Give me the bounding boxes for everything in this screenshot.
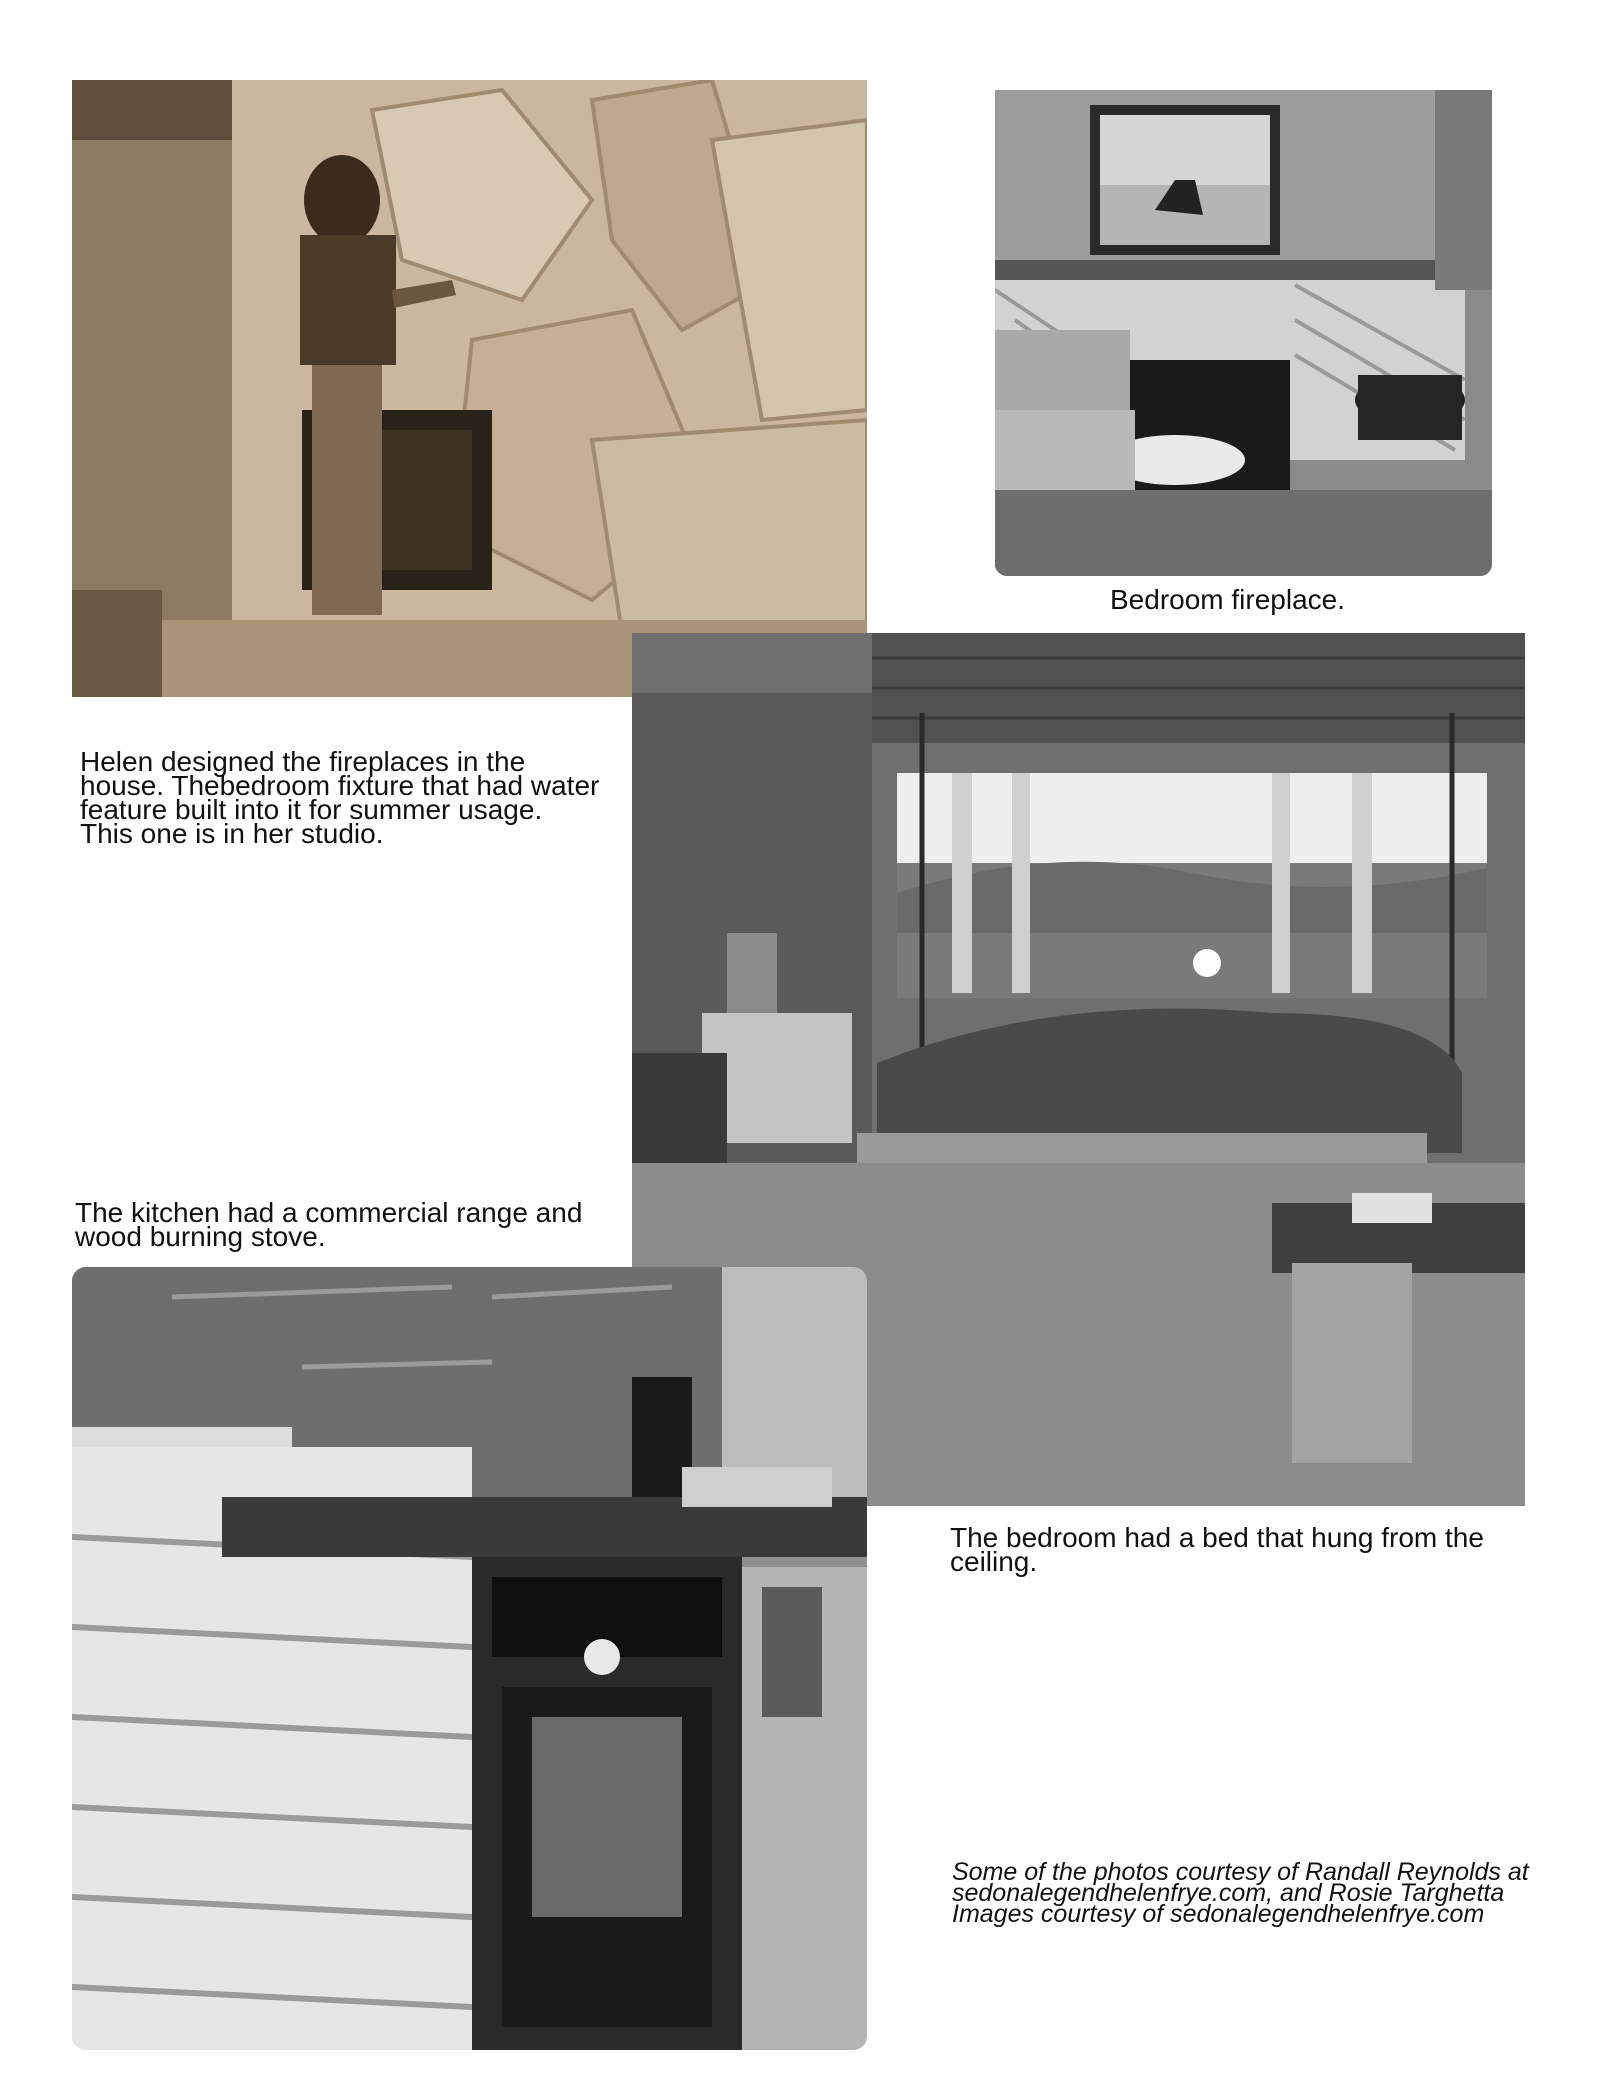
bedroom-fireplace-photo — [995, 90, 1492, 576]
bedroom-fireplace-caption: Bedroom fireplace. — [1110, 584, 1346, 615]
kitchen-range-image — [72, 1267, 867, 2050]
studio-fireplace-image — [72, 80, 867, 697]
fireplaces-caption: Helen designed the fireplaces in the house. Thebedroom fixture that had water feature built into it for summer usage. This one is in her studio. — [80, 746, 600, 849]
studio-fireplace-photo — [72, 80, 867, 697]
hanging-bed-caption: The bedroom had a bed that hung from the ceiling. — [950, 1522, 1484, 1577]
bedroom-fireplace-image — [995, 90, 1492, 576]
kitchen-range-photo — [72, 1267, 867, 2050]
kitchen-caption: The kitchen had a commercial range and wood burning stove. — [75, 1197, 583, 1252]
credits-caption: Some of the photos courtesy of Randall Reynolds at sedonalegendhelenfrye.com, and Rosie Targhetta Images courtesy of sedonalegendhelenfrye.com — [952, 1858, 1529, 1928]
